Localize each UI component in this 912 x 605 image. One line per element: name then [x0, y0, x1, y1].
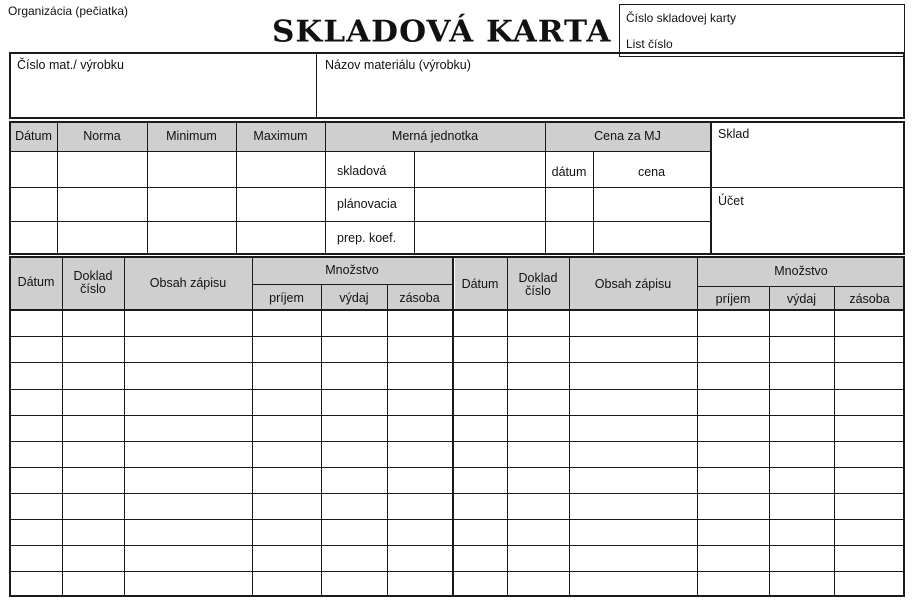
specs-vline [414, 151, 415, 255]
ledger-issue-header: výdaj [786, 292, 817, 306]
ledger-row-line [10, 519, 905, 520]
ledger-center-divider [452, 257, 454, 597]
specs-hline [10, 151, 710, 152]
price-date-label: dátum [551, 165, 587, 179]
ledger-content-header: Obsah zápisu [594, 277, 672, 291]
specs-date-header: Dátum [15, 129, 52, 143]
ledger-row-line [10, 571, 905, 572]
warehouse-label: Sklad [718, 127, 750, 141]
specs-price-header: Cena za MJ [594, 129, 661, 143]
quantity-subheader-line [698, 286, 905, 287]
sheet-number-label: List číslo [626, 37, 673, 51]
page-title: SKLADOVÁ KARTA [272, 14, 612, 50]
ledger-vline [124, 257, 125, 597]
unit-row-label: skladová [337, 164, 387, 178]
ledger-issue-header: výdaj [339, 291, 369, 305]
ledger-vline [697, 257, 698, 597]
account-label: Účet [718, 194, 744, 208]
ledger-date-header: Dátum [461, 277, 499, 291]
ledger-row-line [10, 441, 905, 442]
specs-unit-header: Merná jednotka [391, 129, 479, 143]
ledger-doc-header-line1: Doklad [518, 271, 558, 285]
ledger-row-line [10, 545, 905, 546]
card-number-label: Číslo skladovej karty [626, 11, 737, 25]
ledger-row-line [10, 493, 905, 494]
specs-norm-header: Norma [83, 129, 121, 143]
material-divider [316, 53, 317, 119]
ledger-doc-header-line2: číslo [80, 282, 106, 296]
unit-row-label: plánovacia [337, 197, 397, 211]
material-number-label: Číslo mat./ výrobku [17, 58, 124, 72]
ledger-quantity-header: Množstvo [325, 263, 379, 277]
ledger-vline [569, 257, 570, 597]
specs-hline [10, 221, 710, 222]
specs-maximum-header: Maximum [253, 129, 308, 143]
ledger-receipt-header: príjem [715, 292, 751, 306]
ledger-stock-header: zásoba [399, 291, 440, 305]
ledger-row-line [10, 362, 905, 363]
ledger-vline [507, 257, 508, 597]
ledger-row-line [10, 389, 905, 390]
quantity-subheader-line [253, 284, 452, 285]
ledger-row-line [10, 336, 905, 337]
ledger-date-header: Dátum [17, 275, 55, 289]
ledger-stock-header: zásoba [849, 292, 890, 306]
ledger-row-line [10, 467, 905, 468]
material-name-label: Názov materiálu (výrobku) [325, 58, 471, 72]
price-value-label: cena [637, 165, 666, 179]
ledger-doc-header-line2: číslo [525, 284, 551, 298]
ledger-vline [62, 257, 63, 597]
ledger-content-header: Obsah zápisu [149, 276, 227, 290]
specs-hline [711, 187, 905, 188]
specs-hline [10, 187, 710, 188]
ledger-row-line [10, 415, 905, 416]
ledger-quantity-header: Množstvo [774, 264, 828, 278]
ledger-receipt-header: príjem [269, 291, 304, 305]
ledger-header-bottom [10, 309, 905, 311]
specs-minimum-header: Minimum [166, 129, 217, 143]
ledger-vline [252, 257, 253, 597]
unit-row-label: prep. koef. [337, 231, 397, 245]
organization-label: Organizácia (pečiatka) [8, 4, 129, 18]
specs-vline [710, 122, 712, 255]
ledger-doc-header-line1: Doklad [73, 269, 113, 283]
